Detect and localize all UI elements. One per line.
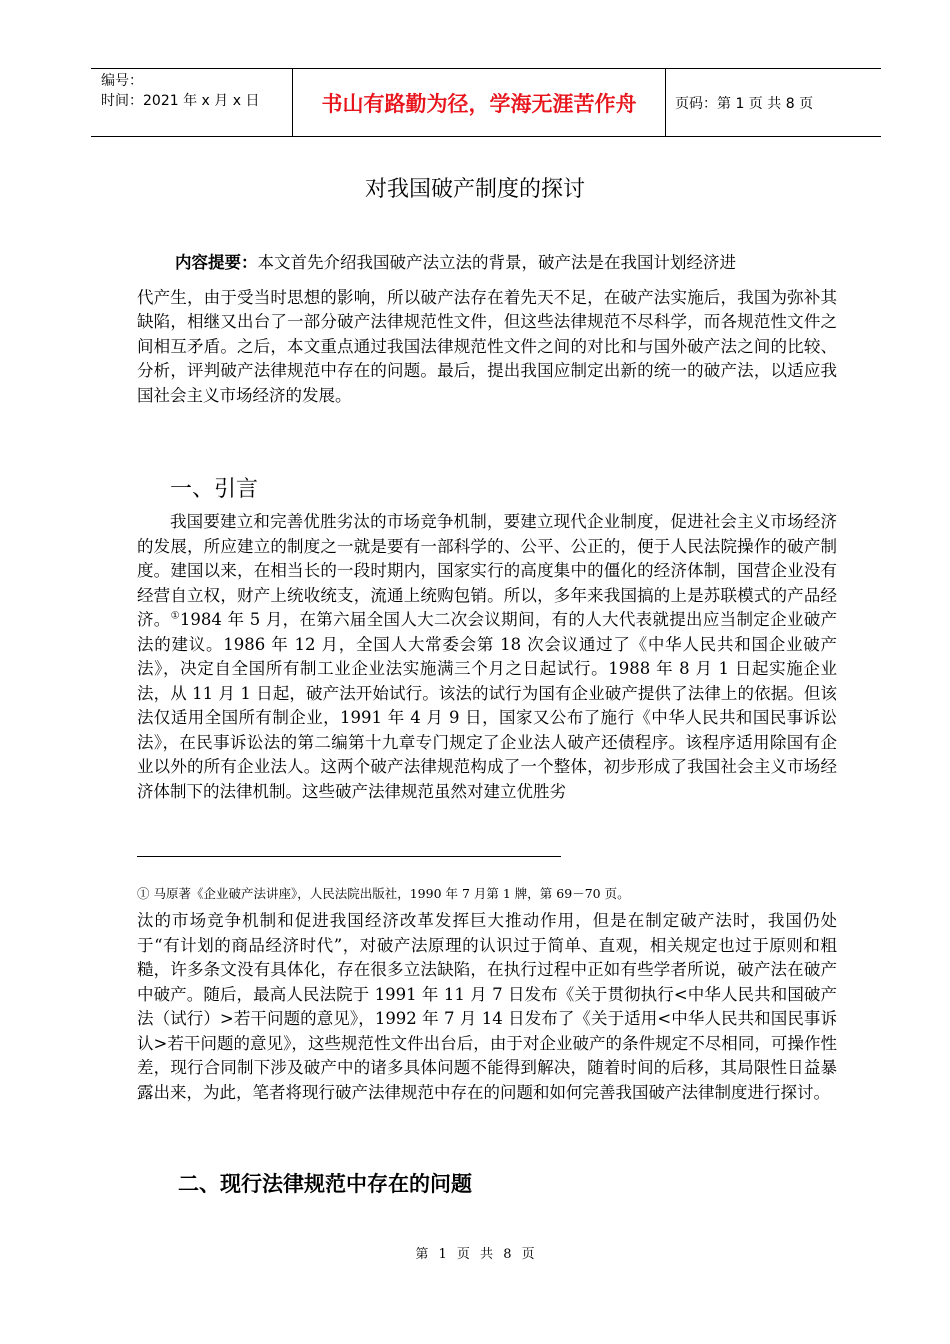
footnote-separator bbox=[137, 856, 561, 857]
introduction-continuation-paragraph bbox=[137, 909, 837, 1105]
abstract-first-line bbox=[137, 251, 837, 276]
header-meta-cell bbox=[91, 69, 293, 136]
header-table bbox=[91, 68, 881, 137]
header-page-info: 页码：第 1 页 共 8 页 bbox=[675, 95, 814, 112]
section-heading-introduction: 一、引言 bbox=[170, 477, 259, 502]
header-motto: 书山有路勤为径，学海无涯苦作舟 bbox=[321, 90, 637, 116]
header-motto-cell bbox=[293, 69, 666, 136]
introduction-text-part1: 我国要建立和完善优胜劣汰的市场竞争机制，要建立现代企业制度，促进社会主义市场经济的发展，所应建立的制度之一就是要有一部科学的、公平、公正的，便于人民法院操作的破产制度。建国以来，在相当长的一段时期内，国家实行的高度集中的僵化的经济体制，国营企业没有经营自立权，财产上统收统支，流通上统购包销。所以，多年来我国搞的上是苏联模式的产品经济。 bbox=[137, 512, 837, 629]
introduction-paragraph bbox=[137, 510, 837, 804]
abstract-label: 内容提要： bbox=[175, 253, 258, 272]
abstract-first-line-text: 本文首先介绍我国破产法立法的背景，破产法是在我国计划经济进 bbox=[257, 253, 736, 272]
document-time-label: 时间：2021 年 x 月 x 日 bbox=[101, 93, 260, 109]
document-title: 对我国破产制度的探讨 bbox=[364, 177, 585, 202]
abstract-paragraph bbox=[137, 251, 837, 408]
section-heading-problems: 二、现行法律规范中存在的问题 bbox=[178, 1172, 472, 1196]
page-footer: 第 1 页 共 8 页 bbox=[415, 1247, 535, 1262]
introduction-continuation-text: 汰的市场竞争机制和促进我国经济改革发挥巨大推动作用，但是在制定破产法时，我国仍处于“有计划的商品经济时代”，对破产法原理的认识过于简单、直观，相关规定也过于原则和粗糙，许多条文没有具体化，存在很多立法缺陷，在执行过程中正如有些学者所说，破产法在破产中破产。随后，最高人民法院于 1991 年 11 月 7 日发布《关于贯彻执行<中华人民共和国破产法（试行）>若干问题的意见》，1992 年 7 月 14 日发布了《关于适用<中华人民共和国民事诉认>若干问题的意见》，这些规范性文件出台后，由于对企业破产的条件规定不尽相同，可操作性差，现行合同制下涉及破产中的诸多具体问题不能得到解决，随着时间的后移，其局限性日益暴露出来，为此，笔者将现行破产法律规范中存在的问题和如何完善我国破产法律制度进行探讨。 bbox=[137, 911, 837, 1102]
introduction-text bbox=[137, 510, 837, 804]
introduction-text-part2: 1984 年 5 月，在第六届全国人大二次会议期间，有的人大代表就提出应当制定企业破产法的建议。1986 年 12 月，全国人大常委会第 18 次会议通过了《中华人民共和国企业破产法》，决定自全国所有制工业企业法实施满三个月之日起试行。1988 年 8 月 1 日起实施企业法，从 11 月 1 日起，破产法开始试行。该法的试行为国有企业破产提供了法律上的依据。但该法仅适用全国所有制企业，1991 年 4 月 9 日，国家又公布了施行《中华人民共和国民事诉讼法》，在民事诉讼法的第二编第十九章专门规定了企业法人破产还债程序。该程序适用除国有企业以外的所有企业法人。这两个破产法律规范构成了一个整体，初步形成了我国社会主义市场经济体制下的法律机制。这些破产法律规范虽然对建立优胜劣 bbox=[137, 610, 838, 801]
abstract-body: 代产生，由于受当时思想的影响，所以破产法存在着先天不足，在破产法实施后，我国为弥补其缺陷，相继又出台了一部分破产法律规范性文件，但这些法律规范不尽科学，而各规范性文件之间相互矛盾。之后，本文重点通过我国法律规范性文件之间的对比和与国外破产法之间的比较、分析，评判破产法律规范中存在的问题。最后，提出我国应制定出新的统一的破产法，以适应我国社会主义市场经济的发展。 bbox=[137, 287, 837, 405]
header-page-cell bbox=[666, 69, 881, 136]
footnote: ① 马原著《企业破产法讲座》，人民法院出版社，1990 年 7 月第 1 牌，第 69－70 页。 bbox=[137, 886, 630, 901]
footnote-marker: ① bbox=[170, 610, 180, 622]
document-number-label: 编号： bbox=[101, 73, 143, 89]
